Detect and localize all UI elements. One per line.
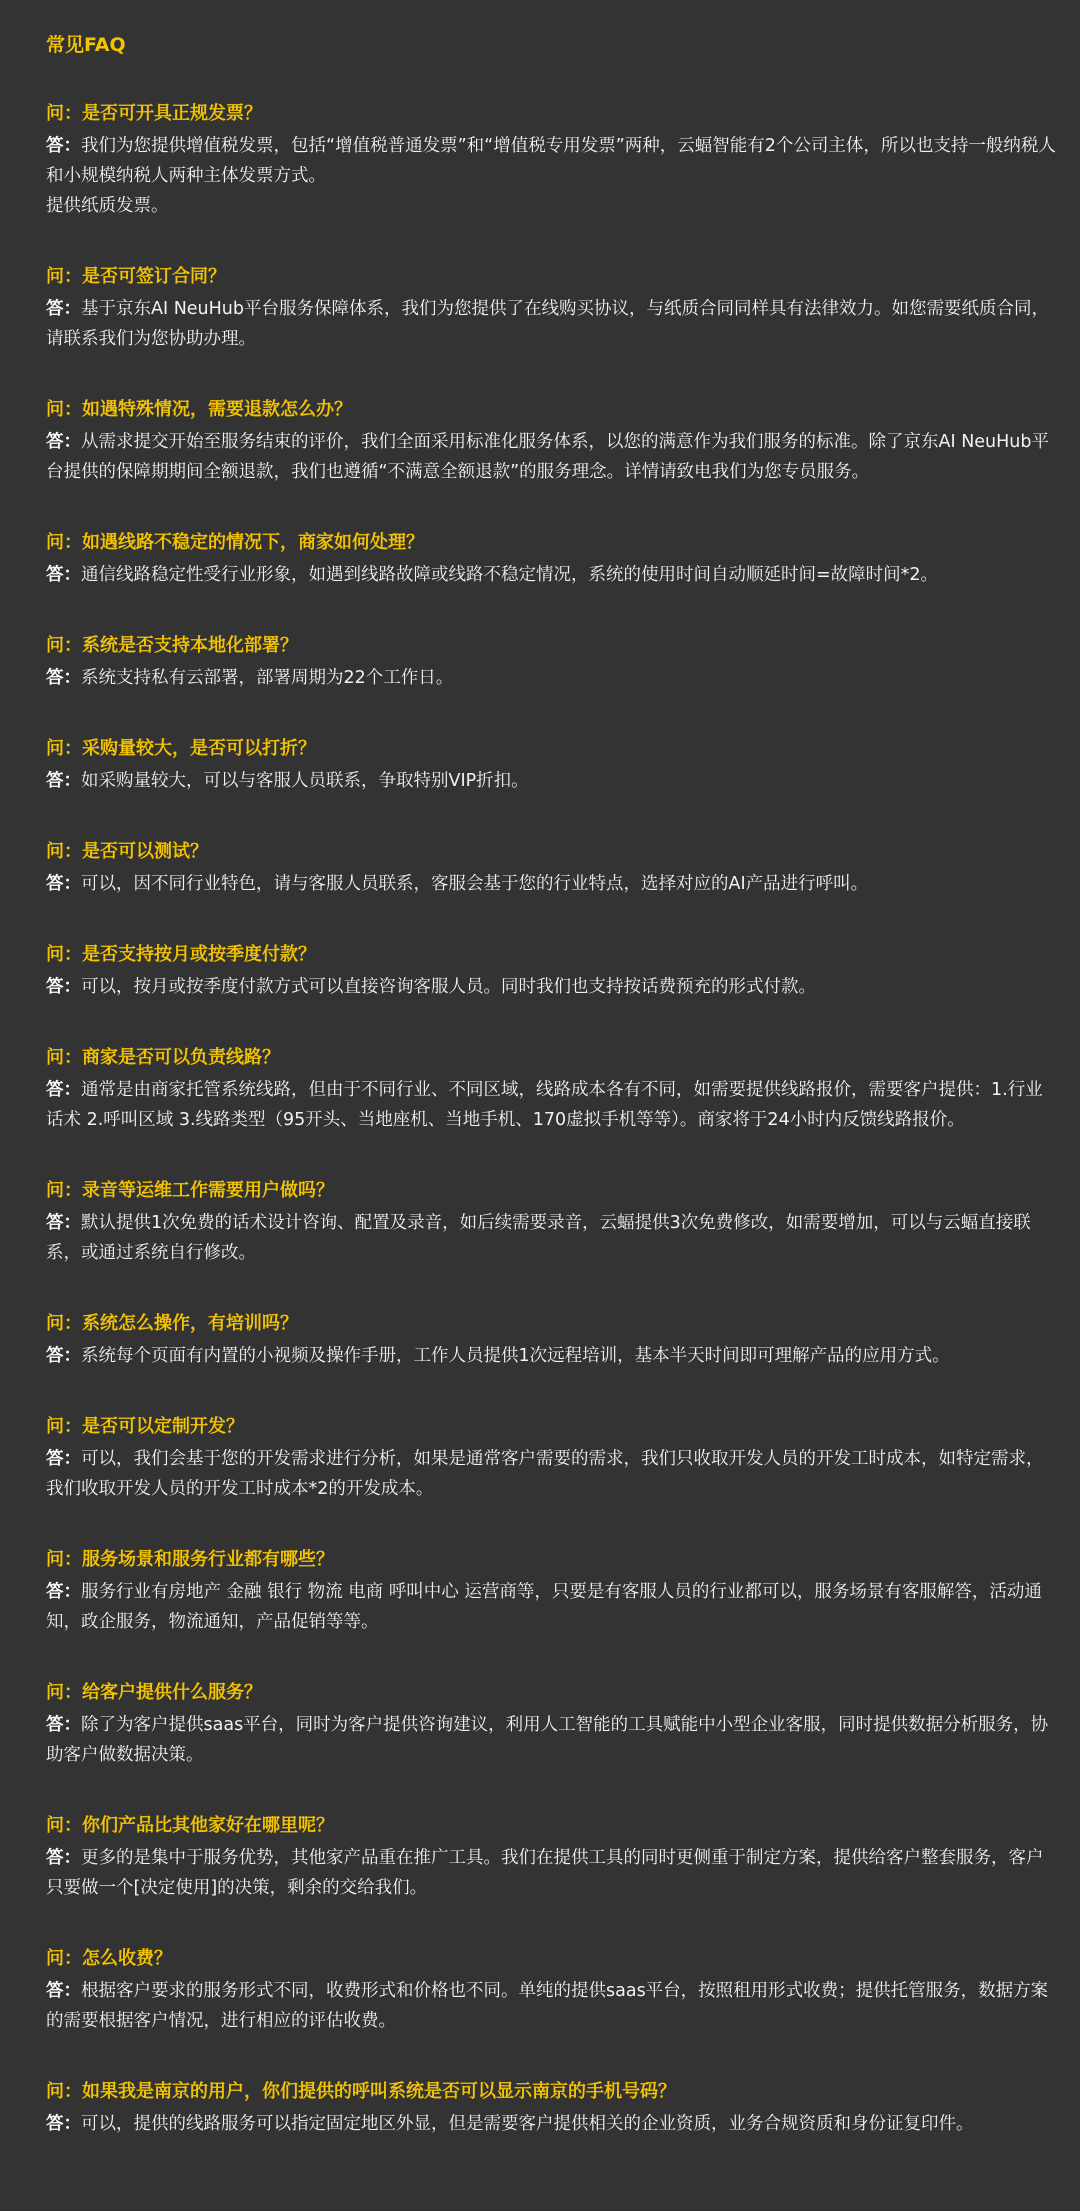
question-text: 你们产品比其他家好在哪里呢？ (82, 1815, 334, 1836)
faq-item (46, 1945, 1058, 2036)
answer-text: 更多的是集中于服务优势，其他家产品重在推广工具。我们在提供工具的同时更侧重于制定方案，提供给客户整套服务，客户只要做一个[决定使用]的决策，剩余的交给我们。 (46, 1848, 1044, 1898)
answer-prefix: 答： (46, 771, 81, 791)
faq-answer (46, 1843, 1058, 1903)
answer-text: 可以，因不同行业特色，请与客服人员联系，客服会基于您的行业特点，选择对应的AI产品进行呼叫。 (81, 874, 869, 894)
answer-text: 基于京东AI NeuHub平台服务保障体系，我们为您提供了在线购买协议，与纸质合同同样具有法律效力。如您需要纸质合同，请联系我们为您协助办理。 (46, 299, 1049, 349)
question-text: 录音等运维工作需要用户做吗？ (82, 1180, 334, 1201)
answer-prefix: 答： (46, 1213, 81, 1233)
faq-answer (46, 1577, 1058, 1637)
faq-answer (46, 663, 1058, 693)
question-text: 采购量较大，是否可以打折？ (82, 738, 316, 759)
faq-item (46, 1546, 1058, 1637)
faq-answer (46, 766, 1058, 796)
faq-answer (46, 972, 1058, 1002)
question-prefix: 问： (46, 399, 82, 420)
faq-answer (46, 560, 1058, 590)
question-text: 服务场景和服务行业都有哪些？ (82, 1549, 334, 1570)
question-prefix: 问： (46, 532, 82, 553)
faq-question (46, 1177, 1058, 1204)
question-prefix: 问： (46, 944, 82, 965)
question-text: 如遇线路不稳定的情况下，商家如何处理？ (82, 532, 424, 553)
question-prefix: 问： (46, 103, 82, 124)
question-text: 系统怎么操作，有培训吗？ (82, 1313, 298, 1334)
faq-question (46, 1679, 1058, 1706)
faq-item (46, 529, 1058, 590)
question-text: 是否可签订合同？ (82, 266, 226, 287)
question-text: 如果我是南京的用户，你们提供的呼叫系统是否可以显示南京的手机号码？ (82, 2081, 676, 2102)
question-text: 如遇特殊情况，需要退款怎么办？ (82, 399, 352, 420)
faq-question (46, 529, 1058, 556)
faq-question (46, 396, 1058, 423)
faq-question (46, 2078, 1058, 2105)
question-text: 商家是否可以负责线路？ (82, 1047, 280, 1068)
answer-text: 通常是由商家托管系统线路，但由于不同行业、不同区域，线路成本各有不同，如需要提供线路报价，需要客户提供：1.行业话术 2.呼叫区域 3.线路类型（95开头、当地座机、当地手机、170虚拟手机等等）。商家将于24小时内反馈线路报价。 (46, 1080, 1043, 1130)
answer-text: 服务行业有房地产 金融 银行 物流 电商 呼叫中心 运营商等，只要是有客服人员的行业都可以，服务场景有客服解答，活动通知，政企服务，物流通知，产品促销等等。 (46, 1582, 1042, 1632)
faq-item (46, 941, 1058, 1002)
answer-text: 通信线路稳定性受行业形象，如遇到线路故障或线路不稳定情况，系统的使用时间自动顺延时间=故障时间*2。 (81, 565, 939, 585)
question-prefix: 问： (46, 635, 82, 656)
page-title: 常见FAQ (46, 34, 126, 56)
answer-text: 从需求提交开始至服务结束的评价，我们全面采用标准化服务体系，以您的满意作为我们服务的标准。除了京东AI NeuHub平台提供的保障期期间全额退款，我们也遵循“不满意全额退款”的服务理念。详情请致电我们为您专员服务。 (46, 432, 1049, 482)
question-prefix: 问： (46, 738, 82, 759)
faq-question (46, 735, 1058, 762)
faq-question (46, 1546, 1058, 1573)
answer-prefix: 答： (46, 432, 81, 452)
faq-list (46, 100, 1058, 2139)
question-prefix: 问： (46, 266, 82, 287)
faq-question (46, 632, 1058, 659)
faq-question (46, 1044, 1058, 1071)
faq-question (46, 1945, 1058, 1972)
faq-item (46, 1177, 1058, 1268)
answer-prefix: 答： (46, 1848, 81, 1868)
question-prefix: 问： (46, 1313, 82, 1334)
answer-prefix: 答： (46, 565, 81, 585)
faq-item (46, 838, 1058, 899)
answer-prefix: 答： (46, 299, 81, 319)
faq-question (46, 100, 1058, 127)
faq-question (46, 941, 1058, 968)
faq-item (46, 1413, 1058, 1504)
answer-prefix: 答： (46, 136, 81, 156)
faq-answer (46, 294, 1058, 354)
answer-prefix: 答： (46, 1346, 81, 1366)
question-prefix: 问： (46, 1180, 82, 1201)
question-prefix: 问： (46, 1682, 82, 1703)
faq-answer (46, 1444, 1058, 1504)
answer-text: 可以，我们会基于您的开发需求进行分析，如果是通常客户需要的需求，我们只收取开发人员的开发工时成本，如特定需求，我们收取开发人员的开发工时成本*2的开发成本。 (46, 1449, 1044, 1499)
answer-text: 系统每个页面有内置的小视频及操作手册，工作人员提供1次远程培训，基本半天时间即可理解产品的应用方式。 (81, 1346, 950, 1366)
answer-prefix: 答： (46, 1582, 81, 1602)
answer-prefix: 答： (46, 1981, 81, 2001)
answer-prefix: 答： (46, 874, 81, 894)
faq-item (46, 263, 1058, 354)
question-text: 是否支持按月或按季度付款？ (82, 944, 316, 965)
question-prefix: 问： (46, 2081, 82, 2102)
question-prefix: 问： (46, 1815, 82, 1836)
answer-text: 除了为客户提供saas平台，同时为客户提供咨询建议，利用人工智能的工具赋能中小型企业客服，同时提供数据分析服务，协助客户做数据决策。 (46, 1715, 1049, 1765)
question-text: 怎么收费？ (82, 1948, 172, 1969)
faq-item (46, 1679, 1058, 1770)
faq-answer (46, 869, 1058, 899)
faq-item (46, 632, 1058, 693)
answer-prefix: 答： (46, 977, 81, 997)
faq-item (46, 735, 1058, 796)
faq-item (46, 1812, 1058, 1903)
answer-text: 根据客户要求的服务形式不同，收费形式和价格也不同。单纯的提供saas平台，按照租用形式收费；提供托管服务，数据方案的需要根据客户情况，进行相应的评估收费。 (46, 1981, 1049, 2031)
faq-answer (46, 131, 1058, 221)
question-text: 是否可开具正规发票？ (82, 103, 262, 124)
faq-question (46, 1310, 1058, 1337)
question-prefix: 问： (46, 1416, 82, 1437)
answer-text: 可以，提供的线路服务可以指定固定地区外显，但是需要客户提供相关的企业资质，业务合规资质和身份证复印件。 (81, 2114, 974, 2134)
answer-text: 系统支持私有云部署，部署周期为22个工作日。 (81, 668, 454, 688)
question-prefix: 问： (46, 1948, 82, 1969)
question-prefix: 问： (46, 1047, 82, 1068)
faq-question (46, 838, 1058, 865)
question-text: 是否可以测试？ (82, 841, 208, 862)
faq-item (46, 1044, 1058, 1135)
faq-item (46, 396, 1058, 487)
answer-text: 可以，按月或按季度付款方式可以直接咨询客服人员。同时我们也支持按话费预充的形式付款。 (81, 977, 816, 997)
answer-prefix: 答： (46, 2114, 81, 2134)
answer-prefix: 答： (46, 1449, 81, 1469)
question-prefix: 问： (46, 841, 82, 862)
answer-prefix: 答： (46, 1080, 81, 1100)
faq-question (46, 263, 1058, 290)
faq-question (46, 1812, 1058, 1839)
question-text: 系统是否支持本地化部署？ (82, 635, 298, 656)
answer-prefix: 答： (46, 1715, 81, 1735)
faq-answer (46, 427, 1058, 487)
faq-answer (46, 1976, 1058, 2036)
faq-item (46, 100, 1058, 221)
answer-text: 我们为您提供增值税发票，包括“增值税普通发票”和“增值税专用发票”两种，云蝠智能有2个公司主体，所以也支持一般纳税人和小规模纳税人两种主体发票方式。 提供纸质发票。 (46, 136, 1056, 216)
answer-text: 默认提供1次免费的话术设计咨询、配置及录音，如后续需要录音，云蝠提供3次免费修改，如需要增加，可以与云蝠直接联系，或通过系统自行修改。 (46, 1213, 1031, 1263)
answer-text: 如采购量较大，可以与客服人员联系，争取特别VIP折扣。 (81, 771, 529, 791)
faq-answer (46, 1341, 1058, 1371)
question-text: 给客户提供什么服务？ (82, 1682, 262, 1703)
question-text: 是否可以定制开发？ (82, 1416, 244, 1437)
faq-item (46, 1310, 1058, 1371)
faq-answer (46, 2109, 1058, 2139)
faq-answer (46, 1710, 1058, 1770)
faq-item (46, 2078, 1058, 2139)
faq-question (46, 1413, 1058, 1440)
faq-answer (46, 1075, 1058, 1135)
faq-answer (46, 1208, 1058, 1268)
answer-prefix: 答： (46, 668, 81, 688)
question-prefix: 问： (46, 1549, 82, 1570)
